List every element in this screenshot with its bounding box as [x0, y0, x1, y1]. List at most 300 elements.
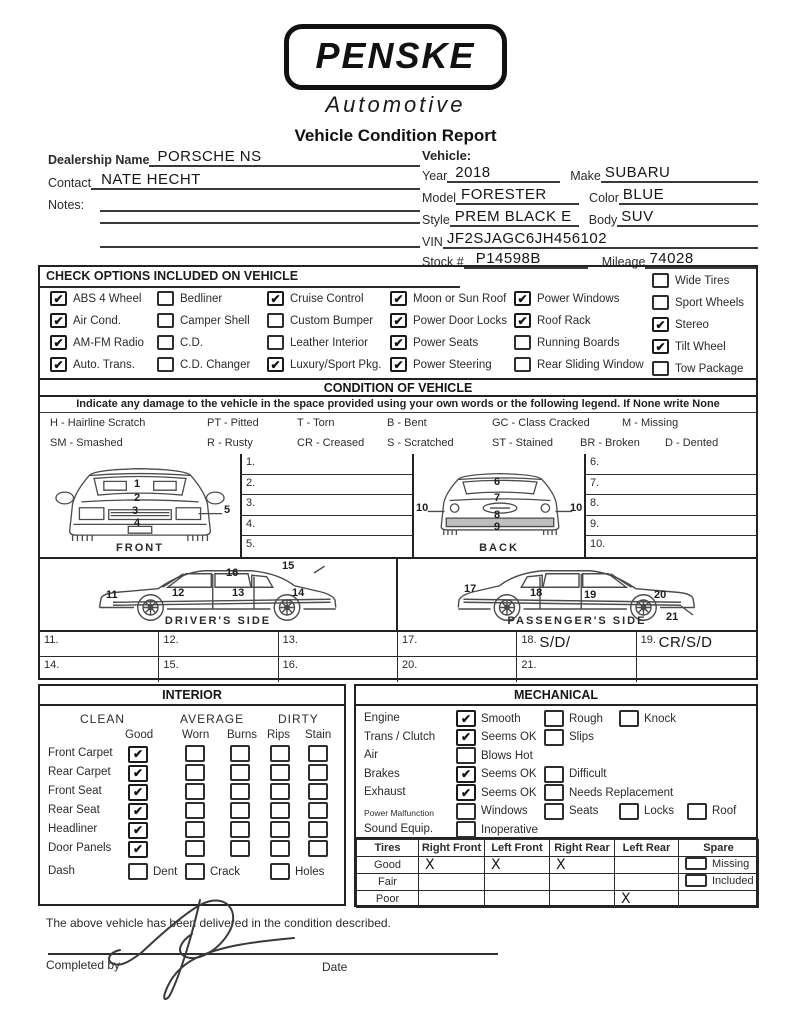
mech-trans-clutch-seems-ok[interactable]: [456, 729, 537, 746]
interior-rear-seat-burns-checkbox[interactable]: [230, 802, 250, 819]
mech-exhaust-needs-replacement[interactable]: [544, 784, 673, 801]
interior-colhdr-stain: Stain: [305, 729, 332, 741]
option-leather-interior[interactable]: [267, 335, 368, 350]
damage-cell-empty[interactable]: [637, 657, 756, 682]
spare-included-checkbox[interactable]: [685, 874, 707, 887]
damage-line-7[interactable]: [586, 475, 756, 496]
option-power-seats-checkbox[interactable]: ✔: [390, 335, 407, 350]
tires-colhdr-right-front: Right Front: [419, 840, 485, 857]
damage-line-9[interactable]: [586, 516, 756, 537]
option-luxury-sport-pkg[interactable]: [267, 357, 381, 372]
interior-row-dash: [40, 863, 344, 882]
mech-power-malfunction-locks[interactable]: [619, 803, 674, 820]
make-value[interactable]: SUBARU: [601, 164, 758, 183]
mech-item-label: Seems OK: [481, 786, 537, 799]
mech-item-label: Slips: [569, 731, 594, 743]
mech-smooth-checkbox[interactable]: ✔: [456, 710, 476, 727]
stock-label: Stock #: [422, 255, 464, 269]
damage-line-number: 7.: [590, 476, 600, 489]
option-label: Tilt Wheel: [675, 340, 726, 353]
interior-rear-carpet-burns-checkbox[interactable]: [230, 764, 250, 781]
option-sport-wheels[interactable]: [652, 295, 744, 310]
interior-rear-carpet-stain-checkbox[interactable]: [308, 764, 328, 781]
tire-good-left-front[interactable]: [485, 857, 550, 874]
damage-cell-number: 13.: [282, 634, 298, 646]
mech-item-label: Smooth: [481, 712, 521, 725]
tire-good-right-rear[interactable]: [550, 857, 615, 874]
mechanical-row-label: Exhaust: [364, 786, 406, 798]
option-roof-rack-checkbox[interactable]: ✔: [514, 313, 531, 328]
option-bedliner[interactable]: [157, 291, 222, 306]
mech-blows-hot-checkbox[interactable]: [456, 747, 476, 764]
mileage-label: Mileage: [601, 255, 646, 269]
stock-value[interactable]: P14598B: [464, 250, 588, 269]
option-power-door-locks-checkbox[interactable]: ✔: [390, 313, 407, 328]
option-label: C.D.: [180, 336, 203, 349]
mech-sound-equip-inoperative[interactable]: [456, 821, 538, 838]
brand-name: PENSKE: [315, 35, 476, 76]
option-cruise-control[interactable]: [267, 291, 364, 306]
option-power-windows-checkbox[interactable]: ✔: [514, 291, 531, 306]
option-label: Power Seats: [413, 336, 479, 349]
interior-group-clean: CLEAN: [80, 712, 126, 726]
damage-line-8[interactable]: [586, 495, 756, 516]
option-bedliner-checkbox[interactable]: [157, 291, 174, 306]
option-moon-or-sun-roof[interactable]: [390, 291, 506, 306]
option-label: Roof Rack: [537, 314, 591, 327]
damage-line-1[interactable]: [242, 454, 412, 475]
interior-rear-seat-rips-checkbox[interactable]: [270, 802, 290, 819]
tire-good-left-rear[interactable]: [615, 857, 679, 874]
mechanical-row-engine: [356, 710, 756, 729]
damage-line-10[interactable]: [586, 536, 756, 557]
option-leather-interior-checkbox[interactable]: [267, 335, 284, 350]
option-c-d-changer[interactable]: [157, 357, 250, 372]
mechanical-title: MECHANICAL: [356, 686, 756, 706]
interior-row-door-panels: [40, 840, 344, 859]
mech-seems-ok-checkbox[interactable]: ✔: [456, 766, 476, 783]
interior-rear-seat-stain-checkbox[interactable]: [308, 802, 328, 819]
dash-holes-checkbox[interactable]: [270, 863, 290, 880]
damage-cell-16[interactable]: [279, 657, 398, 682]
mechanical-row-label: Power Malfunction: [364, 807, 434, 818]
vin-value[interactable]: JF2SJAGC6JH456102: [443, 230, 758, 249]
damage-line-number: 10.: [590, 538, 606, 551]
interior-front-carpet-stain-checkbox[interactable]: [308, 745, 328, 762]
diagram-number-9: 9: [494, 521, 501, 533]
option-label: Cruise Control: [290, 292, 364, 305]
mech-item-label: Rough: [569, 712, 603, 725]
mech-item-label: Knock: [644, 712, 676, 725]
mech-windows-checkbox[interactable]: [456, 803, 476, 820]
condition-instruction: Indicate any damage to the vehicle in the space provided using your own words or the following legend. If None write None: [40, 397, 756, 413]
damage-cell-19[interactable]: [637, 632, 756, 657]
interior-front-carpet-rips-checkbox[interactable]: [270, 745, 290, 762]
notes-line[interactable]: [100, 228, 420, 248]
notes-label: Notes:: [48, 198, 85, 212]
interior-rear-carpet-worn-checkbox[interactable]: [185, 764, 205, 781]
option-auto-trans[interactable]: [50, 357, 135, 372]
mech-brakes-seems-ok[interactable]: [456, 766, 537, 783]
option-label: AM-FM Radio: [73, 336, 144, 349]
interior-door-panels-burns-checkbox[interactable]: [230, 840, 250, 857]
dash-item-label: Dent: [153, 865, 178, 878]
year-value[interactable]: 2018: [447, 164, 560, 183]
option-wide-tires[interactable]: [652, 273, 729, 288]
dash-crack-checkbox[interactable]: [185, 863, 205, 880]
interior-headliner-rips-checkbox[interactable]: [270, 821, 290, 838]
damage-legend-row-2: [40, 435, 756, 455]
damage-lines-1-5: [242, 454, 414, 557]
options-title-rule: [40, 286, 460, 288]
option-power-steering[interactable]: [390, 357, 492, 372]
style-value[interactable]: PREM BLACK E: [450, 208, 579, 227]
option-label: Bedliner: [180, 292, 223, 305]
interior-front-seat-stain-checkbox[interactable]: [308, 783, 328, 800]
tire-poor-left-rear[interactable]: [615, 891, 679, 908]
diagram-number-20: 20: [654, 589, 667, 601]
damage-line-number: 9.: [590, 517, 600, 530]
option-label: Power Door Locks: [413, 314, 507, 327]
option-rear-sliding-window[interactable]: [514, 357, 644, 372]
mech-item-label: Windows: [481, 805, 528, 817]
mechanical-row-label: Sound Equip.: [364, 823, 434, 835]
legend-item-h-hairline-scratch: H - Hairline Scratch: [50, 417, 146, 429]
interior-front-seat-rips-checkbox[interactable]: [270, 783, 290, 800]
mech-needs-replacement-checkbox[interactable]: [544, 784, 564, 801]
damage-line-6[interactable]: [586, 454, 756, 475]
diagram-number-14: 14: [292, 587, 305, 599]
mech-item-label: Seems OK: [481, 768, 537, 780]
option-tilt-wheel-checkbox[interactable]: ✔: [652, 339, 669, 354]
mechanical-row-sound-equip: [356, 821, 756, 840]
option-label: ABS 4 Wheel: [73, 292, 142, 305]
mechanical-rows: [356, 706, 756, 839]
option-label: Custom Bumper: [290, 314, 374, 327]
option-sport-wheels-checkbox[interactable]: [652, 295, 669, 310]
notes-line[interactable]: [100, 204, 420, 224]
option-air-cond-checkbox[interactable]: ✔: [50, 313, 67, 328]
mech-item-label: Seems OK: [481, 731, 537, 743]
mech-trans-clutch-slips[interactable]: [544, 729, 594, 746]
damage-line-number: 1.: [246, 456, 256, 468]
interior-front-seat-burns-checkbox[interactable]: [230, 783, 250, 800]
interior-headliner-stain-checkbox[interactable]: [308, 821, 328, 838]
options-title: CHECK OPTIONS INCLUDED ON VEHICLE: [46, 269, 299, 283]
main-form-box: [38, 265, 758, 680]
mech-engine-knock[interactable]: [619, 710, 676, 727]
damage-cell-17[interactable]: [398, 632, 517, 657]
signature-line[interactable]: [48, 936, 498, 955]
interior-row-label: Rear Seat: [48, 804, 100, 816]
tire-poor-right-front[interactable]: [419, 891, 485, 908]
option-tow-package-checkbox[interactable]: [652, 361, 669, 376]
diagram-number-1: 1: [134, 478, 141, 490]
damage-line-2[interactable]: [242, 475, 412, 496]
option-custom-bumper-checkbox[interactable]: [267, 313, 284, 328]
front-diagram-label: FRONT: [116, 542, 164, 554]
delivery-statement: The above vehicle has been delivered in the condition described.: [46, 916, 391, 930]
option-tow-package[interactable]: [652, 361, 743, 376]
interior-row-label: Rear Carpet: [48, 766, 111, 778]
interior-door-panels-good-checkbox[interactable]: ✔: [128, 841, 148, 858]
interior-row-front-seat: [40, 783, 344, 802]
option-label: Leather Interior: [290, 336, 368, 349]
mech-seems-ok-checkbox[interactable]: ✔: [456, 784, 476, 801]
option-am-fm-radio[interactable]: [50, 335, 144, 350]
mech-rough-checkbox[interactable]: [544, 710, 564, 727]
front-back-band: [40, 454, 756, 559]
interior-front-carpet-worn-checkbox[interactable]: [185, 745, 205, 762]
dash-dent-checkbox[interactable]: [128, 863, 148, 880]
interior-door-panels-worn-checkbox[interactable]: [185, 840, 205, 857]
damage-cell-20[interactable]: [398, 657, 517, 682]
mechanical-row-label: Brakes: [364, 767, 400, 780]
option-power-door-locks[interactable]: [390, 313, 507, 328]
mech-seats-checkbox[interactable]: [544, 803, 564, 820]
damage-cell-21[interactable]: [517, 657, 636, 682]
mechanical-row-trans-clutch: [356, 729, 756, 748]
legend-item-d-dented: D - Dented: [665, 437, 719, 449]
option-power-seats[interactable]: [390, 335, 478, 350]
option-stereo-checkbox[interactable]: ✔: [652, 317, 669, 332]
mech-power-malfunction-windows[interactable]: [456, 803, 528, 820]
legend-item-gc-class-cracked: GC - Class Cracked: [492, 417, 590, 429]
damage-line-number: 5.: [246, 538, 256, 551]
option-moon-or-sun-roof-checkbox[interactable]: ✔: [390, 291, 407, 306]
model-color-row: [422, 186, 758, 205]
mech-engine-smooth[interactable]: [456, 710, 521, 727]
option-running-boards-checkbox[interactable]: [514, 335, 531, 350]
legend-item-r-rusty: R - Rusty: [207, 437, 253, 449]
option-custom-bumper[interactable]: [267, 313, 373, 328]
interior-rear-seat-worn-checkbox[interactable]: [185, 802, 205, 819]
option-am-fm-radio-checkbox[interactable]: ✔: [50, 335, 67, 350]
damage-grid: [40, 632, 756, 682]
tire-good-right-front[interactable]: [419, 857, 485, 874]
interior-colhdr-worn: Worn: [182, 729, 210, 741]
vin-label: VIN: [422, 235, 443, 249]
interior-group-average: AVERAGE: [180, 712, 245, 726]
diagram-number-13: 13: [232, 587, 245, 599]
mech-item-label: Seats: [569, 805, 599, 817]
option-auto-trans-checkbox[interactable]: ✔: [50, 357, 67, 372]
option-camper-shell-checkbox[interactable]: [157, 313, 174, 328]
diagram-number-19: 19: [584, 589, 597, 601]
mech-difficult-checkbox[interactable]: [544, 766, 564, 783]
damage-line-4[interactable]: [242, 516, 412, 537]
tires-colhdr-right-rear: Right Rear: [550, 840, 615, 857]
interior-row-rear-seat: [40, 802, 344, 821]
driver-side-cell: [40, 559, 398, 630]
mechanical-row-label: Trans / Clutch: [364, 730, 436, 743]
tires-row-fair: [357, 874, 759, 891]
interior-rear-carpet-rips-checkbox[interactable]: [270, 764, 290, 781]
option-luxury-sport-pkg-checkbox[interactable]: ✔: [267, 357, 284, 372]
damage-cell-15[interactable]: [159, 657, 278, 682]
tire-fair-left-front[interactable]: [485, 874, 550, 891]
interior-row-rear-carpet: [40, 764, 344, 783]
option-air-cond[interactable]: [50, 313, 121, 328]
color-value[interactable]: BLUE: [619, 186, 758, 205]
damage-cell-13[interactable]: [279, 632, 398, 657]
diagram-number-4: 4: [134, 517, 141, 529]
diagram-number-3: 3: [132, 505, 139, 517]
damage-grid-row: [40, 632, 756, 657]
mech-seems-ok-checkbox[interactable]: ✔: [456, 729, 476, 746]
option-label: Power Windows: [537, 292, 620, 305]
driver-side-label: DRIVER'S SIDE: [164, 615, 272, 627]
dash-item-label: Holes: [295, 865, 325, 878]
option-tilt-wheel[interactable]: [652, 339, 726, 354]
option-abs-4-wheel-checkbox[interactable]: ✔: [50, 291, 67, 306]
mechanical-row-power-malfunction: [356, 803, 756, 822]
mileage-value[interactable]: 74028: [645, 250, 758, 269]
mech-air-blows-hot[interactable]: [456, 747, 533, 764]
mech-item-label: Roof: [712, 805, 737, 817]
mech-engine-rough[interactable]: [544, 710, 603, 727]
interior-row-headliner: [40, 821, 344, 840]
interior-rear-carpet-good-checkbox[interactable]: ✔: [128, 765, 148, 782]
passenger-side-label: PASSENGER'S SIDE: [507, 615, 647, 627]
tires-spare-cell[interactable]: [679, 874, 759, 891]
interior-headliner-good-checkbox[interactable]: ✔: [128, 822, 148, 839]
diagram-number-18: 18: [530, 587, 543, 599]
legend-item-cr-creased: CR - Creased: [297, 437, 365, 449]
damage-cell-number: 12.: [163, 634, 179, 646]
diagram-number-16: 16: [226, 567, 239, 579]
mech-item-label: Needs Replacement: [569, 786, 674, 799]
mech-slips-checkbox[interactable]: [544, 729, 564, 746]
mech-exhaust-seems-ok[interactable]: [456, 784, 537, 801]
contact-value[interactable]: NATE HECHT: [91, 171, 420, 190]
mechanical-row-exhaust: [356, 784, 756, 803]
interior-headliner-worn-checkbox[interactable]: [185, 821, 205, 838]
interior-door-panels-rips-checkbox[interactable]: [270, 840, 290, 857]
mech-roof-checkbox[interactable]: [687, 803, 707, 820]
interior-row-label: Headliner: [48, 823, 98, 835]
damage-cell-11[interactable]: [40, 632, 159, 657]
car-driver-side-diagram-icon: [50, 561, 386, 621]
mech-item-label: Blows Hot: [481, 749, 533, 762]
option-roof-rack[interactable]: [514, 313, 591, 328]
tires-colhdr-left-front: Left Front: [485, 840, 550, 857]
option-power-steering-checkbox[interactable]: ✔: [390, 357, 407, 372]
interior-front-seat-worn-checkbox[interactable]: [185, 783, 205, 800]
options-section: [40, 267, 756, 380]
interior-rear-seat-good-checkbox[interactable]: ✔: [128, 803, 148, 820]
diagram-number-12: 12: [172, 587, 185, 599]
tires-header-row: [357, 840, 759, 857]
mech-brakes-difficult[interactable]: [544, 766, 607, 783]
model-value[interactable]: FORESTER: [456, 186, 579, 205]
tire-poor-left-front[interactable]: [485, 891, 550, 908]
tires-row-label: Poor: [357, 891, 419, 908]
interior-colhdr-good: Good: [125, 729, 154, 741]
interior-colhdr-burns: Burns: [227, 729, 258, 741]
diagram-number-2: 2: [134, 492, 141, 504]
mech-locks-checkbox[interactable]: [619, 803, 639, 820]
damage-line-3[interactable]: [242, 495, 412, 516]
vehicle-section-label: Vehicle:: [422, 148, 472, 163]
interior-front-carpet-burns-checkbox[interactable]: [230, 745, 250, 762]
interior-headliner-burns-checkbox[interactable]: [230, 821, 250, 838]
damage-cell-number: 17.: [401, 634, 418, 646]
option-label: Power Steering: [413, 358, 492, 371]
diagram-number-10: 10: [416, 502, 429, 514]
dealership-name-row: [48, 148, 420, 167]
diagram-number-17: 17: [464, 583, 477, 595]
option-c-d[interactable]: [157, 335, 203, 350]
legend-item-sm-smashed: SM - Smashed: [50, 437, 123, 449]
mech-knock-checkbox[interactable]: [619, 710, 639, 727]
option-cruise-control-checkbox[interactable]: ✔: [267, 291, 284, 306]
mechanical-row-air: [356, 747, 756, 766]
condition-title: CONDITION OF VEHICLE: [40, 380, 756, 397]
dealership-name-value[interactable]: PORSCHE NS: [149, 148, 420, 167]
tires-row-good: [357, 857, 759, 874]
spare-missing-checkbox[interactable]: [685, 857, 707, 870]
interior-door-panels-stain-checkbox[interactable]: [308, 840, 328, 857]
tire-x-mark: X: [621, 891, 631, 907]
body-value[interactable]: SUV: [617, 208, 758, 227]
diagram-number-7: 7: [494, 492, 501, 504]
interior-front-carpet-good-checkbox[interactable]: ✔: [128, 746, 148, 763]
option-running-boards[interactable]: [514, 335, 619, 350]
option-stereo[interactable]: [652, 317, 709, 332]
mech-power-malfunction-roof[interactable]: [687, 803, 736, 820]
interior-group-dirty: DIRTY: [278, 712, 319, 726]
option-label: Air Cond.: [73, 314, 121, 327]
mechanical-row-label: Air: [364, 749, 379, 761]
mech-power-malfunction-seats[interactable]: [544, 803, 598, 820]
spare-option-label: Included: [712, 874, 754, 887]
option-camper-shell[interactable]: [157, 313, 250, 328]
body-label: Body: [588, 213, 618, 227]
tires-colhdr-left-rear: Left Rear: [615, 840, 679, 857]
damage-line-5[interactable]: [242, 536, 412, 557]
diagram-number-21: 21: [666, 611, 679, 623]
tires-colhdr-spare: Spare: [679, 840, 759, 857]
tire-fair-right-front[interactable]: [419, 874, 485, 891]
interior-front-seat-good-checkbox[interactable]: ✔: [128, 784, 148, 801]
tires-spare-cell[interactable]: [679, 857, 759, 874]
option-wide-tires-checkbox[interactable]: [652, 273, 669, 288]
option-abs-4-wheel[interactable]: [50, 291, 141, 306]
damage-cell-14[interactable]: [40, 657, 159, 682]
dash-item-label: Crack: [210, 865, 241, 878]
mech-inoperative-checkbox[interactable]: [456, 821, 476, 838]
diagram-number-11: 11: [106, 589, 118, 601]
option-c-d-changer-checkbox[interactable]: [157, 357, 174, 372]
option-c-d-checkbox[interactable]: [157, 335, 174, 350]
legend-item-br-broken: BR - Broken: [580, 437, 640, 449]
tire-fair-left-rear[interactable]: [615, 874, 679, 891]
option-rear-sliding-window-checkbox[interactable]: [514, 357, 531, 372]
car-passenger-side-diagram-icon: [408, 561, 744, 621]
damage-cell-18[interactable]: [517, 632, 636, 657]
damage-cell-12[interactable]: [159, 632, 278, 657]
tire-poor-right-rear[interactable]: [550, 891, 615, 908]
tire-fair-right-rear[interactable]: [550, 874, 615, 891]
spare-option-label: Missing: [712, 857, 750, 870]
brand-subtitle: Automotive: [325, 92, 466, 117]
damage-cell-value: S/D/: [539, 634, 571, 651]
option-power-windows[interactable]: [514, 291, 619, 306]
interior-row-label: Front Seat: [48, 785, 102, 797]
diagram-number-10: 10: [570, 502, 583, 514]
mechanical-row-brakes: [356, 766, 756, 785]
